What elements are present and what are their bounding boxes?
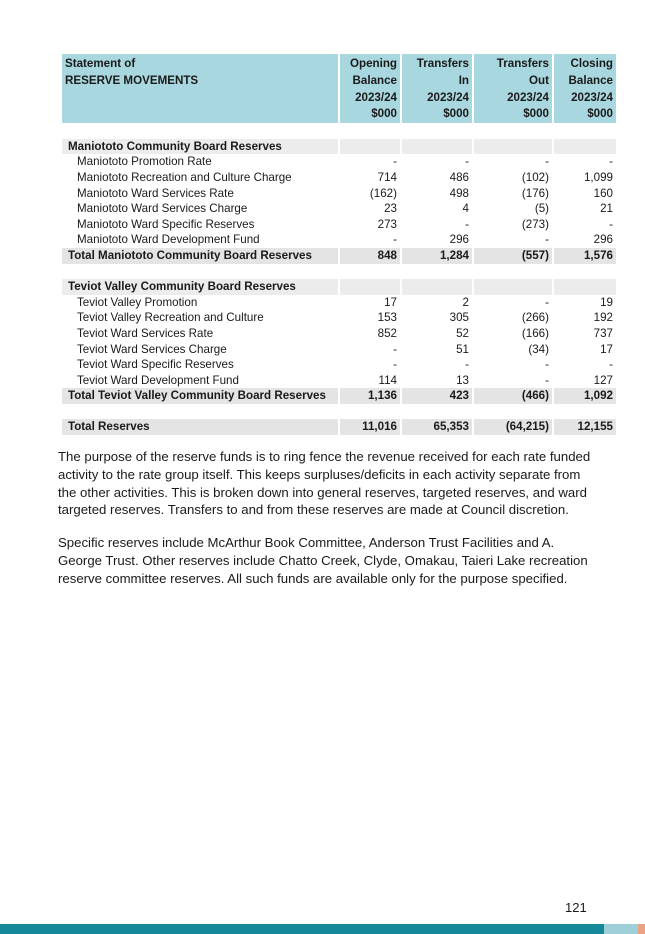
total-transfers-in: 423: [402, 388, 472, 404]
transfers-out-value: (176): [521, 186, 549, 200]
row-label: Maniototo Recreation and Culture Charge: [77, 170, 292, 184]
body-paragraph-purpose: The purpose of the reserve funds is to ring fence the revenue received for each rate funded activity to the rate group itself. This keeps surpluses/deficits in each activity separate from the other activities. This is broken down into general reserves, targeted reserves, and ward targeted reserves. Transfers to and from these reserves are made at Council discretion.: [58, 449, 591, 518]
row-label: Maniototo Ward Services Charge: [77, 202, 248, 216]
total-opening: 11,016: [340, 419, 400, 435]
transfers-in-value: -: [465, 155, 469, 169]
total-transfers-out: (64,215): [474, 419, 552, 435]
total-transfers-in: 1,284: [402, 248, 472, 264]
opening-value: -: [393, 155, 397, 169]
transfers-in-value: 52: [456, 326, 469, 340]
closing-value: 21: [600, 202, 613, 216]
table-row: [62, 201, 616, 217]
header-spacer: [62, 106, 338, 123]
col-closing-unit: $000: [554, 106, 616, 123]
col-out-year: 2023/24: [474, 90, 552, 107]
transfers-in-value: 296: [449, 233, 469, 247]
transfers-out-value: -: [545, 358, 549, 372]
col-closing-l2: Balance: [554, 73, 616, 90]
transfers-out-value: (166): [521, 326, 549, 340]
table-row: [62, 217, 616, 233]
transfers-out-value: -: [545, 373, 549, 387]
closing-value: 17: [600, 342, 613, 356]
row-label: Teviot Valley Recreation and Culture: [77, 311, 264, 325]
col-out-l1: Transfers: [474, 54, 552, 73]
opening-value: 852: [377, 326, 397, 340]
total-transfers-in: 65,353: [402, 419, 472, 435]
total-reserves-row: [62, 419, 616, 435]
row-label: Maniototo Ward Specific Reserves: [77, 217, 255, 231]
transfers-in-value: 486: [449, 170, 469, 184]
col-opening-year: 2023/24: [340, 90, 400, 107]
closing-value: 192: [593, 311, 613, 325]
table-row: [62, 232, 616, 248]
page-number: 121: [565, 900, 587, 915]
col-opening-l1: Opening: [340, 54, 400, 73]
row-label: Maniototo Promotion Rate: [77, 155, 212, 169]
total-opening: 1,136: [340, 388, 400, 404]
col-in-l2: In: [402, 73, 472, 90]
total-transfers-out: (557): [474, 248, 552, 264]
col-in-unit: $000: [402, 106, 472, 123]
closing-value: 1,099: [583, 170, 613, 184]
total-row-maniototo: [62, 248, 616, 264]
row-label: Teviot Valley Promotion: [77, 295, 198, 309]
transfers-in-value: -: [465, 217, 469, 231]
transfers-in-value: 305: [449, 311, 469, 325]
transfers-in-value: 498: [449, 186, 469, 200]
table-row: [62, 373, 616, 389]
opening-value: 114: [378, 373, 397, 387]
total-opening: 848: [340, 248, 400, 264]
opening-value: 23: [384, 202, 397, 216]
section-heading-maniototo: [62, 139, 616, 155]
col-out-unit: $000: [474, 106, 552, 123]
closing-value: -: [609, 217, 613, 231]
row-label: Teviot Ward Services Charge: [77, 342, 227, 356]
row-label: Teviot Ward Services Rate: [77, 326, 214, 340]
table-title-line-2: RESERVE MOVEMENTS: [62, 73, 338, 90]
total-label: Total Reserves: [62, 419, 338, 435]
opening-value: 153: [377, 311, 397, 325]
closing-value: 127: [593, 373, 613, 387]
footer-bar-light-segment: [604, 924, 638, 934]
table-row: [62, 170, 616, 186]
total-label: Total Maniototo Community Board Reserves: [62, 248, 338, 264]
section-heading-teviot: [62, 279, 616, 295]
col-in-l1: Transfers: [402, 54, 472, 73]
table-row: [62, 186, 616, 202]
opening-value: -: [393, 342, 397, 356]
col-out-l2: Out: [474, 73, 552, 90]
table-row: [62, 295, 616, 311]
section-heading-label: Teviot Valley Community Board Reserves: [62, 279, 338, 295]
opening-value: 17: [384, 295, 397, 309]
footer-bar: [0, 924, 645, 934]
transfers-out-value: -: [545, 155, 549, 169]
header-spacer: [62, 90, 338, 107]
row-label: Teviot Ward Specific Reserves: [77, 358, 234, 372]
table-row: [62, 154, 616, 170]
closing-value: -: [609, 358, 613, 372]
total-row-teviot: [62, 388, 616, 404]
transfers-out-value: -: [545, 295, 549, 309]
col-closing-l1: Closing: [554, 54, 616, 73]
section-heading-label: Maniototo Community Board Reserves: [62, 139, 338, 155]
transfers-in-value: 4: [462, 202, 469, 216]
table-row: [62, 342, 616, 358]
opening-value: -: [393, 233, 397, 247]
transfers-out-value: (34): [528, 342, 549, 356]
transfers-out-value: (5): [534, 202, 549, 216]
opening-value: -: [393, 358, 397, 372]
row-label: Teviot Ward Development Fund: [77, 373, 239, 387]
table-row: [62, 310, 616, 326]
transfers-in-value: -: [465, 358, 469, 372]
opening-value: (162): [369, 186, 397, 200]
footer-bar-accent-segment: [638, 924, 645, 934]
total-closing: 1,092: [554, 388, 616, 404]
transfers-out-value: (102): [521, 170, 549, 184]
body-paragraph-specific-reserves: Specific reserves include McArthur Book Committee, Anderson Trust Facilities and A. George Trust. Other reserves include Chatto Creek, Clyde, Omakau, Taieri Lake recreation reserve committee reserves. All such funds are available only for the purpose specified.: [58, 535, 588, 586]
table-header: [62, 54, 616, 123]
table-row: [62, 357, 616, 373]
table-title-line-1: Statement of: [62, 54, 338, 73]
total-transfers-out: (466): [474, 388, 552, 404]
row-label: Maniototo Ward Development Fund: [77, 233, 260, 247]
total-closing: 1,576: [554, 248, 616, 264]
col-opening-unit: $000: [340, 106, 400, 123]
total-label: Total Teviot Valley Community Board Reserves: [62, 388, 338, 404]
opening-value: 714: [377, 170, 397, 184]
col-closing-year: 2023/24: [554, 90, 616, 107]
total-closing: 12,155: [554, 419, 616, 435]
transfers-in-value: 51: [456, 342, 469, 356]
transfers-in-value: 2: [462, 295, 469, 309]
closing-value: 737: [593, 326, 613, 340]
closing-value: -: [609, 155, 613, 169]
opening-value: 273: [377, 217, 397, 231]
transfers-out-value: -: [545, 233, 549, 247]
transfers-out-value: (273): [521, 217, 549, 231]
closing-value: 160: [593, 186, 613, 200]
closing-value: 19: [600, 295, 613, 309]
table-row: [62, 326, 616, 342]
transfers-out-value: (266): [521, 311, 549, 325]
closing-value: 296: [593, 233, 613, 247]
reserve-movements-table: [60, 54, 618, 435]
transfers-in-value: 13: [456, 373, 469, 387]
row-label: Maniototo Ward Services Rate: [77, 186, 234, 200]
col-opening-l2: Balance: [340, 73, 400, 90]
col-in-year: 2023/24: [402, 90, 472, 107]
